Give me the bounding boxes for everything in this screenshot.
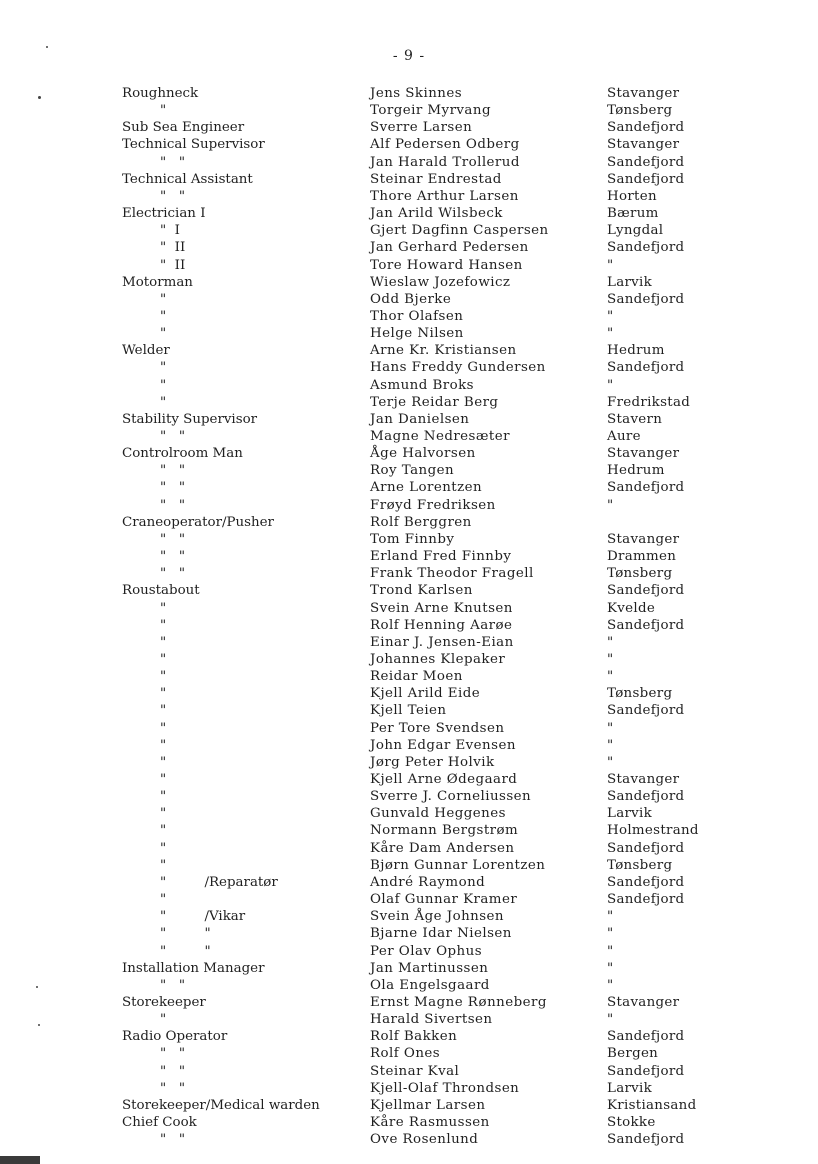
crew-row	[0, 977, 818, 994]
crew-place: Tønsberg	[607, 857, 673, 873]
crew-role: "	[160, 823, 167, 839]
crew-place: "	[607, 943, 614, 959]
crew-role: " "	[160, 926, 211, 942]
crew-role: "	[160, 720, 167, 736]
crew-name: Rolf Henning Aarøe	[370, 617, 513, 633]
margin-mark	[38, 1024, 40, 1026]
crew-place: Sandefjord	[607, 291, 685, 307]
crew-name: Johannes Klepaker	[370, 651, 506, 667]
crew-name: Thore Arthur Larsen	[370, 188, 519, 204]
crew-role: "	[160, 326, 167, 342]
crew-name: Åge Halvorsen	[370, 446, 476, 462]
crew-row	[0, 925, 818, 942]
crew-role: Welder	[122, 343, 170, 359]
crew-row	[0, 342, 818, 359]
crew-row	[0, 702, 818, 719]
scan-edge	[0, 1156, 40, 1164]
crew-name: Hans Freddy Gundersen	[370, 360, 546, 376]
crew-place: Tønsberg	[607, 103, 673, 119]
crew-role: Radio Operator	[122, 1029, 228, 1045]
crew-role: Roughneck	[122, 86, 199, 101]
crew-place: Sandefjord	[607, 583, 685, 599]
crew-place: Lyngdal	[607, 223, 664, 239]
crew-row	[0, 188, 818, 205]
crew-row	[0, 1131, 818, 1148]
crew-name: Gunvald Heggenes	[370, 806, 506, 822]
crew-place: Stavanger	[607, 994, 680, 1010]
crew-row	[0, 960, 818, 977]
crew-name: Harald Sivertsen	[370, 1012, 493, 1028]
crew-name: Odd Bjerke	[370, 291, 452, 307]
crew-name: Rolf Berggren	[370, 514, 472, 530]
crew-name: Kjellmar Larsen	[370, 1097, 486, 1113]
crew-name: Ola Engelsgaard	[370, 977, 490, 993]
crew-place: "	[607, 651, 614, 667]
crew-role: "	[160, 308, 167, 324]
crew-role: "	[160, 600, 167, 616]
crew-name: Reidar Moen	[370, 669, 463, 685]
margin-mark	[36, 986, 38, 988]
crew-role: " "	[160, 1080, 186, 1096]
crew-name: Kåre Rasmussen	[370, 1115, 490, 1130]
crew-name: Frank Theodor Fragell	[370, 566, 534, 582]
crew-place: Sandefjord	[607, 789, 685, 805]
crew-place: "	[607, 909, 614, 925]
crew-role: Technical Supervisor	[122, 137, 265, 153]
crew-place: "	[607, 497, 614, 513]
crew-role: " "	[160, 549, 186, 564]
crew-role: Motorman	[122, 274, 193, 290]
crew-name: Jan Arild Wilsbeck	[370, 206, 503, 221]
crew-name: John Edgar Evensen	[370, 737, 516, 753]
crew-name: Asmund Broks	[370, 377, 475, 393]
crew-name: Frøyd Fredriksen	[370, 497, 496, 513]
crew-role: Controlroom Man	[122, 446, 243, 462]
crew-name: Trond Karlsen	[370, 583, 473, 599]
crew-place: Hedrum	[607, 463, 665, 479]
crew-place: Holmestrand	[607, 823, 699, 839]
crew-name: Erland Fred Finnby	[370, 549, 512, 564]
crew-row	[0, 600, 818, 617]
crew-name: Svein Åge Johnsen	[370, 909, 504, 925]
crew-name: Jan Martinussen	[370, 960, 489, 976]
crew-place: Stavanger	[607, 86, 680, 101]
crew-name: Jens Skinnes	[370, 86, 463, 101]
crew-role: "	[160, 686, 167, 702]
crew-place: Bærum	[607, 206, 659, 221]
crew-row	[0, 325, 818, 342]
crew-role: " "	[160, 977, 186, 993]
crew-role: "	[160, 772, 167, 787]
crew-name: Kjell Arild Eide	[370, 686, 481, 702]
crew-role: " II	[160, 240, 186, 256]
crew-role: "	[160, 892, 167, 907]
crew-place: Aure	[607, 429, 641, 444]
crew-role: Technical Assistant	[122, 171, 253, 187]
crew-place: Tønsberg	[607, 566, 673, 582]
crew-row	[0, 479, 818, 496]
crew-row	[0, 394, 818, 411]
crew-role: Stability Supervisor	[122, 411, 258, 427]
crew-role: "	[160, 103, 167, 119]
crew-row	[0, 1063, 818, 1080]
crew-place: Larvik	[607, 806, 653, 822]
crew-row	[0, 428, 818, 445]
crew-role: " "	[160, 943, 211, 959]
crew-role: "	[160, 617, 167, 633]
crew-name: Kåre Dam Andersen	[370, 840, 515, 856]
crew-row	[0, 857, 818, 874]
crew-row	[0, 291, 818, 308]
crew-place: Stavern	[607, 411, 663, 427]
crew-place: Kristiansand	[607, 1097, 697, 1113]
crew-place: "	[607, 926, 614, 942]
crew-row	[0, 154, 818, 171]
crew-row	[0, 1045, 818, 1062]
crew-role: "	[160, 1012, 167, 1028]
crew-name: Steinar Endrestad	[370, 171, 502, 187]
crew-row	[0, 874, 818, 891]
crew-role: Storekeeper/Medical warden	[122, 1097, 320, 1113]
crew-row	[0, 274, 818, 291]
crew-row	[0, 1028, 818, 1045]
crew-role: " "	[160, 480, 186, 496]
crew-row	[0, 411, 818, 428]
crew-role: " "	[160, 531, 186, 547]
crew-row	[0, 222, 818, 239]
crew-name: Rolf Ones	[370, 1046, 441, 1062]
crew-role: " "	[160, 154, 186, 170]
crew-name: Magne Nedresæter	[370, 429, 510, 444]
crew-role: Sub Sea Engineer	[122, 120, 245, 136]
crew-place: Sandefjord	[607, 120, 685, 136]
crew-place: Bergen	[607, 1046, 659, 1062]
crew-place: Sandefjord	[607, 1063, 685, 1079]
crew-row	[0, 582, 818, 599]
crew-row	[0, 617, 818, 634]
crew-row	[0, 651, 818, 668]
crew-name: Rolf Bakken	[370, 1029, 458, 1045]
crew-role: "	[160, 394, 167, 410]
crew-place: Sandefjord	[607, 874, 685, 890]
crew-row	[0, 548, 818, 565]
crew-row	[0, 257, 818, 274]
crew-role: " "	[160, 188, 186, 204]
crew-name: Gjert Dagfinn Caspersen	[370, 223, 549, 239]
crew-place: Sandefjord	[607, 154, 685, 170]
crew-place: "	[607, 257, 614, 273]
crew-place: Tønsberg	[607, 686, 673, 702]
crew-row	[0, 205, 818, 222]
crew-row	[0, 102, 818, 119]
crew-role: Storekeeper	[122, 994, 206, 1010]
crew-role: " "	[160, 429, 186, 444]
crew-row	[0, 497, 818, 514]
crew-row	[0, 462, 818, 479]
crew-name: Kjell Arne Ødegaard	[370, 772, 518, 787]
crew-row	[0, 720, 818, 737]
crew-name: Normann Bergstrøm	[370, 823, 519, 839]
crew-place: Sandefjord	[607, 171, 685, 187]
crew-place: Stavanger	[607, 531, 680, 547]
crew-place: "	[607, 308, 614, 324]
crew-role: Electrician I	[122, 206, 206, 221]
crew-place: Sandefjord	[607, 617, 685, 633]
crew-row	[0, 994, 818, 1011]
crew-place: "	[607, 377, 614, 393]
crew-role: " "	[160, 1063, 186, 1079]
crew-row	[0, 359, 818, 376]
crew-role: "	[160, 703, 167, 719]
crew-role: "	[160, 806, 167, 822]
crew-row	[0, 1097, 818, 1114]
crew-place: "	[607, 960, 614, 976]
crew-name: Arne Kr. Kristiansen	[370, 343, 517, 359]
crew-row	[0, 943, 818, 960]
crew-name: Kjell Teien	[370, 703, 447, 719]
crew-place: Sandefjord	[607, 840, 685, 856]
crew-place: "	[607, 737, 614, 753]
crew-name: Wieslaw Jozefowicz	[370, 274, 511, 290]
crew-row	[0, 737, 818, 754]
crew-place: Stavanger	[607, 446, 680, 462]
crew-row	[0, 1011, 818, 1028]
crew-row	[0, 685, 818, 702]
crew-role: "	[160, 789, 167, 805]
crew-name: Per Olav Ophus	[370, 943, 483, 959]
crew-role: " "	[160, 566, 186, 582]
crew-role: "	[160, 634, 167, 650]
crew-name: Steinar Kval	[370, 1063, 460, 1079]
crew-name: Thor Olafsen	[370, 308, 464, 324]
crew-role: " I	[160, 223, 180, 239]
crew-role: "	[160, 651, 167, 667]
crew-role: Craneoperator/Pusher	[122, 514, 274, 530]
crew-name: Jan Gerhard Pedersen	[370, 240, 529, 256]
crew-name: André Raymond	[370, 874, 486, 890]
crew-role: " /Vikar	[160, 909, 246, 925]
crew-place: Larvik	[607, 1080, 653, 1096]
crew-place: Larvik	[607, 274, 653, 290]
crew-place: "	[607, 754, 614, 770]
crew-place: Sandefjord	[607, 703, 685, 719]
crew-name: Svein Arne Knutsen	[370, 600, 513, 616]
crew-name: Torgeir Myrvang	[370, 103, 491, 119]
crew-role: Installation Manager	[122, 960, 265, 976]
crew-row	[0, 239, 818, 256]
crew-name: Jan Harald Trollerud	[370, 154, 520, 170]
crew-place: Kvelde	[607, 600, 656, 616]
crew-role: "	[160, 754, 167, 770]
crew-row	[0, 771, 818, 788]
crew-name: Alf Pedersen Odberg	[370, 137, 520, 153]
crew-name: Tom Finnby	[370, 531, 455, 547]
crew-name: Sverre Larsen	[370, 120, 473, 136]
crew-name: Jørg Peter Holvik	[370, 754, 495, 770]
crew-name: Einar J. Jensen-Eian	[370, 634, 514, 650]
crew-row	[0, 668, 818, 685]
crew-role: " "	[160, 497, 186, 513]
crew-name: Arne Lorentzen	[370, 480, 483, 496]
crew-place: Horten	[607, 188, 657, 204]
crew-place: Drammen	[607, 549, 677, 564]
crew-name: Helge Nilsen	[370, 326, 464, 342]
crew-place: Sandefjord	[607, 240, 685, 256]
crew-role: "	[160, 291, 167, 307]
margin-mark	[46, 46, 48, 48]
crew-row	[0, 531, 818, 548]
crew-role: Chief Cook	[122, 1115, 197, 1130]
crew-role: "	[160, 737, 167, 753]
crew-role: " "	[160, 1132, 186, 1148]
crew-role: "	[160, 840, 167, 856]
crew-role: Roustabout	[122, 583, 200, 599]
margin-mark	[38, 96, 41, 99]
crew-place: "	[607, 720, 614, 736]
crew-role: "	[160, 669, 167, 685]
crew-row	[0, 822, 818, 839]
crew-row	[0, 377, 818, 394]
crew-place: "	[607, 634, 614, 650]
crew-place: Fredrikstad	[607, 394, 691, 410]
crew-row	[0, 308, 818, 325]
crew-role: " /Reparatør	[160, 874, 278, 890]
crew-place: Sandefjord	[607, 360, 685, 376]
crew-name: Sverre J. Corneliussen	[370, 789, 532, 805]
crew-name: Tore Howard Hansen	[370, 257, 523, 273]
crew-place: "	[607, 977, 614, 993]
crew-place: "	[607, 669, 614, 685]
crew-row	[0, 514, 818, 531]
crew-role: "	[160, 857, 167, 873]
crew-name: Per Tore Svendsen	[370, 720, 505, 736]
crew-name: Roy Tangen	[370, 463, 455, 479]
crew-place: Sandefjord	[607, 892, 685, 907]
crew-place: "	[607, 1012, 614, 1028]
crew-row	[0, 565, 818, 582]
crew-row	[0, 1080, 818, 1097]
crew-row	[0, 119, 818, 136]
crew-row	[0, 445, 818, 462]
crew-name: Bjørn Gunnar Lorentzen	[370, 857, 546, 873]
crew-place: "	[607, 326, 614, 342]
crew-row	[0, 908, 818, 925]
crew-row	[0, 805, 818, 822]
crew-row	[0, 85, 818, 102]
crew-place: Hedrum	[607, 343, 665, 359]
crew-place: Stavanger	[607, 772, 680, 787]
crew-role: "	[160, 377, 167, 393]
crew-row	[0, 1114, 818, 1131]
crew-place: Sandefjord	[607, 1029, 685, 1045]
crew-role: " "	[160, 463, 186, 479]
page-number: - 9 -	[392, 48, 426, 64]
crew-place: Stokke	[607, 1115, 656, 1130]
crew-name: Bjarne Idar Nielsen	[370, 926, 512, 942]
crew-row	[0, 136, 818, 153]
crew-name: Kjell-Olaf Throndsen	[370, 1080, 520, 1096]
crew-place: Sandefjord	[607, 480, 685, 496]
crew-row	[0, 171, 818, 188]
crew-role: " II	[160, 257, 186, 273]
crew-place: Stavanger	[607, 137, 680, 153]
crew-name: Ove Rosenlund	[370, 1132, 479, 1148]
crew-row	[0, 754, 818, 771]
crew-name: Jan Danielsen	[370, 411, 470, 427]
crew-row	[0, 891, 818, 908]
crew-place: Sandefjord	[607, 1132, 685, 1148]
crew-name: Terje Reidar Berg	[370, 394, 499, 410]
crew-role: "	[160, 360, 167, 376]
crew-role: " "	[160, 1046, 186, 1062]
crew-name: Ernst Magne Rønneberg	[370, 994, 547, 1010]
crew-row	[0, 634, 818, 651]
crew-name: Olaf Gunnar Kramer	[370, 892, 518, 907]
crew-row	[0, 788, 818, 805]
crew-row	[0, 840, 818, 857]
